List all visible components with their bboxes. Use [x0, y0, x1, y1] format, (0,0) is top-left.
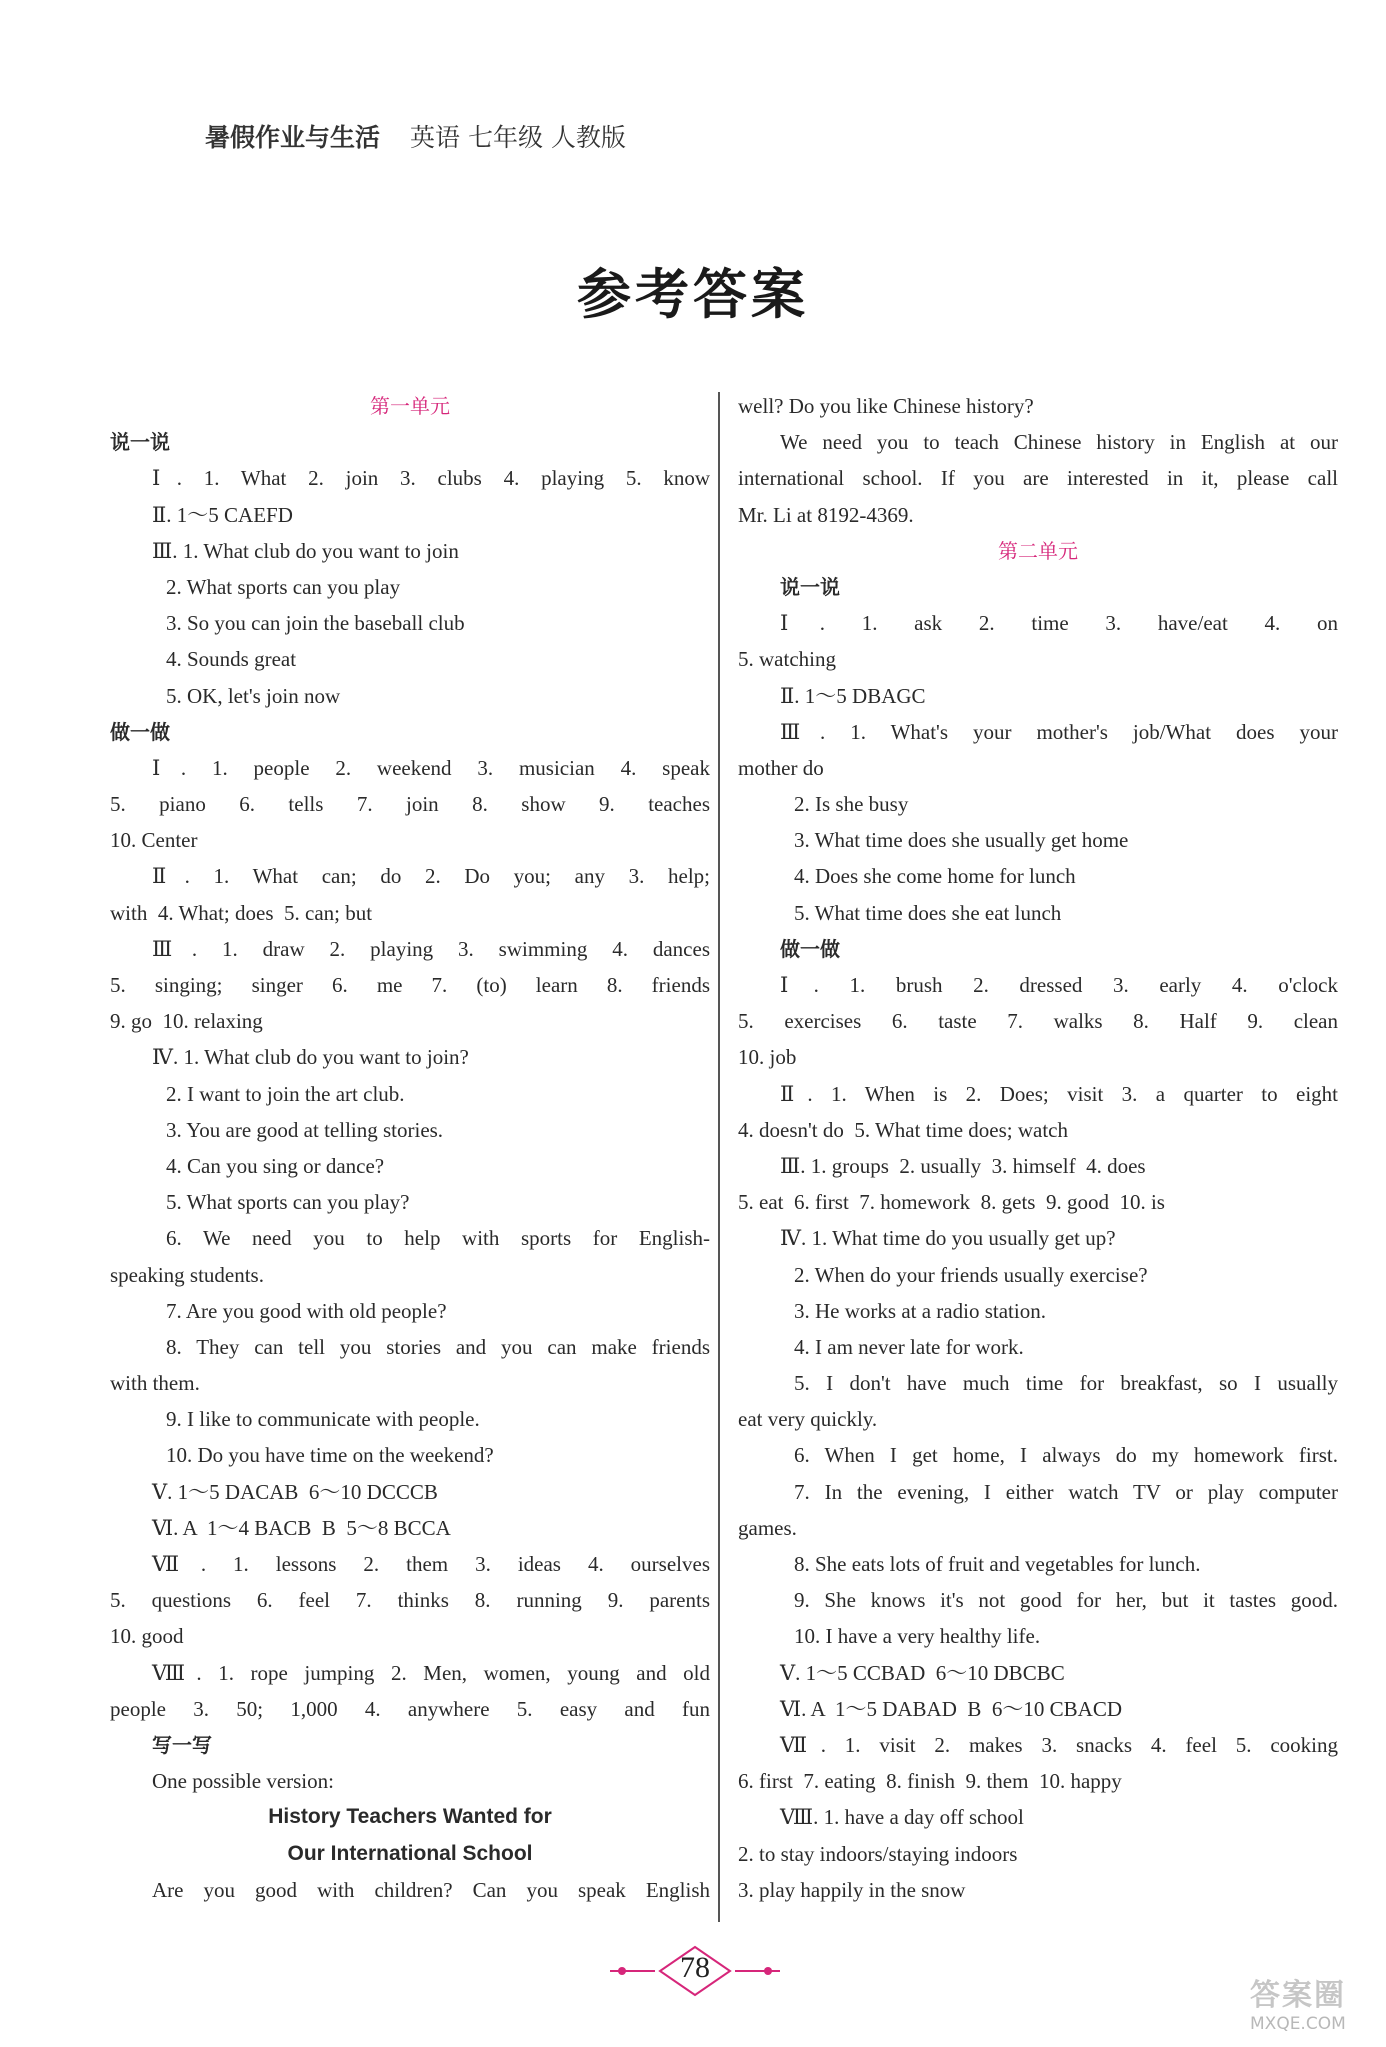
answer-line: 5. eat 6. first 7. homework 8. gets 9. good 10. is — [738, 1190, 1165, 1215]
section-heading: 写一写 — [152, 1732, 212, 1757]
answer-line: Are you good with children? Can you speak English — [152, 1877, 710, 1902]
answer-line: 5. exercises 6. taste 7. walks 8. Half 9. clean — [738, 1009, 1338, 1034]
answer-line: Ⅳ. 1. What club do you want to join? — [152, 1045, 469, 1070]
page-footer — [600, 1943, 790, 1999]
answer-line: 6. When I get home, I always do my homework first. — [794, 1443, 1338, 1468]
answer-line: 9. go 10. relaxing — [110, 1009, 263, 1034]
answer-line: mother do — [738, 755, 824, 780]
answer-line: 9. She knows it's not good for her, but it tastes good. — [794, 1588, 1338, 1613]
answer-line: 9. I like to communicate with people. — [166, 1407, 480, 1432]
page-header — [205, 118, 626, 158]
answer-line: 5. I don't have much time for breakfast, so I usually — [794, 1371, 1338, 1396]
answer-line: with them. — [110, 1371, 200, 1396]
answer-line: One possible version: — [152, 1769, 334, 1794]
column-divider — [718, 392, 720, 1922]
answer-line: 4. I am never late for work. — [794, 1334, 1024, 1359]
answer-line: 6. We need you to help with sports for English- — [166, 1226, 710, 1251]
answer-line: Ⅰ. 1. people 2. weekend 3. musician 4. speak — [152, 755, 710, 780]
answer-line: people 3. 50; 1,000 4. anywhere 5. easy and fun — [110, 1696, 710, 1721]
answer-line: 3. What time does she usually get home — [794, 828, 1129, 853]
answer-line: 10. Do you have time on the weekend? — [166, 1443, 494, 1468]
right-column — [738, 388, 1338, 1908]
answer-line: Ⅴ. 1～5 CCBAD 6～10 DBCBC — [780, 1660, 1065, 1685]
answer-line: with 4. What; does 5. can; but — [110, 900, 373, 925]
answer-line: 5. OK, let's join now — [166, 683, 341, 708]
answer-line: 8. She eats lots of fruit and vegetables for lunch. — [794, 1552, 1201, 1576]
answer-line: We need you to teach Chinese history in English at our — [780, 430, 1338, 455]
answer-line: Ⅰ. 1. ask 2. time 3. have/eat 4. on — [780, 611, 1338, 636]
answer-line: 7. In the evening, I either watch TV or play computer — [794, 1479, 1338, 1504]
answer-line: international school. If you are interested in it, please call — [738, 466, 1338, 491]
answer-line: 2. I want to join the art club. — [166, 1081, 405, 1106]
answer-line: 2. What sports can you play — [166, 574, 401, 599]
answer-line: 10. Center — [110, 828, 198, 853]
answer-line: 5. watching — [738, 647, 836, 672]
answer-line: Ⅵ. A 1～4 BACB B 5～8 BCCA — [152, 1515, 451, 1540]
answer-line: 5. questions 6. feel 7. thinks 8. running 9. parents — [110, 1588, 710, 1613]
answer-line: 5. piano 6. tells 7. join 8. show 9. teaches — [110, 792, 710, 817]
answer-line: Ⅷ. 1. have a day off school — [780, 1805, 1024, 1830]
page-title: 参考答案 — [577, 262, 809, 326]
answer-line: 2. When do your friends usually exercise? — [794, 1262, 1148, 1287]
answer-line: 10. job — [738, 1045, 797, 1070]
essay-title-line: Our International School — [287, 1841, 533, 1865]
left-column — [110, 388, 710, 1908]
answer-line: 5. What sports can you play? — [166, 1190, 410, 1215]
answer-line: Ⅶ. 1. visit 2. makes 3. snacks 4. feel 5. cooking — [780, 1732, 1338, 1757]
answer-line: eat very quickly. — [738, 1407, 878, 1432]
answer-line: 3. play happily in the snow — [738, 1877, 966, 1902]
answer-line: Ⅶ. 1. lessons 2. them 3. ideas 4. ourselves — [152, 1552, 710, 1576]
answer-line: 2. to stay indoors/staying indoors — [738, 1841, 1018, 1866]
answer-line: Ⅱ. 1～5 CAEFD — [152, 502, 293, 527]
answer-line: 7. Are you good with old people? — [166, 1298, 447, 1323]
section-heading: 说一说 — [780, 574, 840, 599]
answer-line: Ⅲ. 1. What club do you want to join — [152, 538, 459, 563]
unit-heading: 第二单元 — [998, 538, 1078, 563]
answer-line: well? Do you like Chinese history? — [738, 394, 1034, 418]
answer-line: 2. Is she busy — [794, 792, 909, 817]
answer-line: Ⅲ. 1. groups 2. usually 3. himself 4. does — [780, 1153, 1146, 1178]
answer-line: Ⅲ. 1. What's your mother's job/What does your — [780, 719, 1338, 744]
answer-line: 10. good — [110, 1624, 184, 1649]
unit-heading: 第一单元 — [370, 394, 450, 418]
answer-line: Ⅱ. 1. When is 2. Does; visit 3. a quarter to eight — [780, 1081, 1338, 1106]
answer-line: Ⅰ. 1. brush 2. dressed 3. early 4. o'clock — [780, 973, 1338, 997]
answer-line: 6. first 7. eating 8. finish 9. them 10. happy — [738, 1769, 1122, 1794]
answer-line: 4. Can you sing or dance? — [166, 1153, 385, 1178]
answer-line: Ⅳ. 1. What time do you usually get up? — [780, 1226, 1116, 1251]
answer-line: 3. So you can join the baseball club — [166, 611, 465, 636]
answer-line: Ⅷ. 1. rope jumping 2. Men, women, young and old — [152, 1660, 710, 1685]
answer-line: 5. What time does she eat lunch — [794, 900, 1062, 925]
answer-line: 5. singing; singer 6. me 7. (to) learn 8. friends — [110, 973, 710, 997]
watermark-domain: MXQE.COM — [1250, 2014, 1346, 2034]
answer-line: 4. doesn't do 5. What time does; watch — [738, 1117, 1069, 1142]
answer-line: 3. He works at a radio station. — [794, 1298, 1046, 1323]
section-heading: 做一做 — [110, 719, 170, 744]
section-heading: 做一做 — [780, 936, 840, 961]
answer-line: Ⅰ. 1. What 2. join 3. clubs 4. playing 5. know — [152, 466, 710, 491]
book-series-title: 暑假作业与生活 — [205, 123, 381, 152]
answer-line: 8. They can tell you stories and you can make friends — [166, 1334, 710, 1359]
answer-line: 4. Sounds great — [166, 647, 297, 672]
section-heading: 说一说 — [110, 430, 170, 455]
answer-line: Ⅵ. A 1～5 DABAD B 6～10 CBACD — [780, 1696, 1122, 1721]
answer-line: games. — [738, 1515, 797, 1540]
answer-line: Mr. Li at 8192-4369. — [738, 502, 914, 527]
book-info: 英语 七年级 人教版 — [410, 123, 626, 152]
answer-line: Ⅴ. 1～5 DACAB 6～10 DCCCB — [152, 1479, 438, 1504]
answer-line: Ⅱ. 1. What can; do 2. Do you; any 3. help; — [152, 864, 710, 889]
watermark — [1250, 1970, 1380, 2034]
watermark-logo: 答案圈 — [1250, 1978, 1346, 2013]
answer-line: 10. I have a very healthy life. — [794, 1624, 1041, 1649]
answer-line: 3. You are good at telling stories. — [166, 1117, 444, 1142]
answer-line: Ⅱ. 1～5 DBAGC — [780, 683, 926, 708]
page-number: 78 — [680, 1951, 710, 1984]
essay-title-line: History Teachers Wanted for — [268, 1805, 552, 1829]
answer-line: Ⅲ. 1. draw 2. playing 3. swimming 4. dances — [152, 936, 710, 961]
answer-line: 4. Does she come home for lunch — [794, 864, 1076, 889]
answer-line: speaking students. — [110, 1262, 264, 1287]
